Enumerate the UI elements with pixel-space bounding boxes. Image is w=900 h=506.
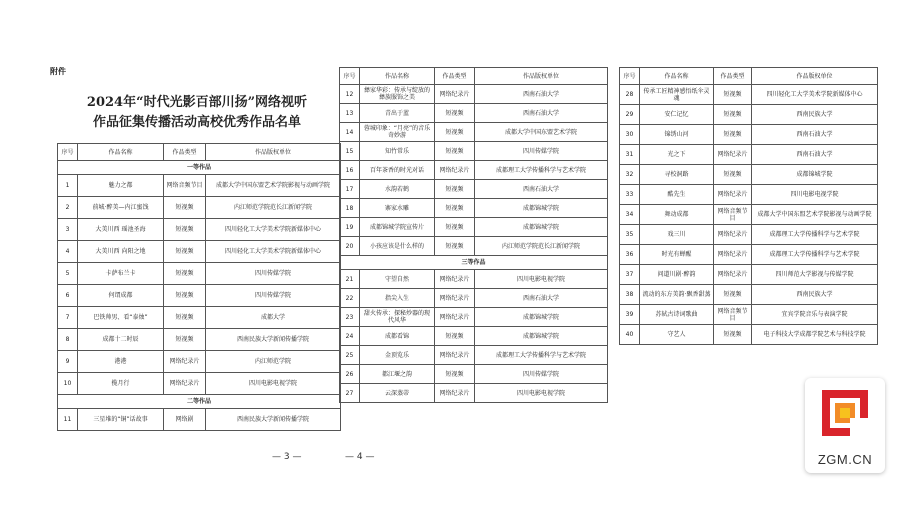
cell-type: 短视频 <box>435 199 475 218</box>
cell-name: 甜火传承：探秘炒器的现代风华 <box>360 308 435 327</box>
section-heading-row <box>58 395 341 409</box>
cell-no: 11 <box>58 409 78 431</box>
table-row <box>340 199 608 218</box>
table-row <box>58 285 341 307</box>
cell-no: 4 <box>58 241 78 263</box>
cell-name: 揽月行 <box>78 373 164 395</box>
cell-unit: 内江师范学院范长江新闻学院 <box>475 237 608 256</box>
column-header: 作品类型 <box>714 68 752 85</box>
cell-name: 传承工匠精神感悟纸伞灵魂 <box>640 85 714 105</box>
table-row <box>58 175 341 197</box>
cell-name: 流动的东方美韵·飘香甜蒸 <box>640 285 714 305</box>
cell-unit: 四川电影电视学院 <box>752 185 878 205</box>
cell-no: 13 <box>340 104 360 123</box>
cell-type: 网络纪录片 <box>164 373 206 395</box>
cell-type: 网络纪录片 <box>164 351 206 373</box>
cell-unit: 四川传媒学院 <box>475 142 608 161</box>
section-heading: 二等作品 <box>58 395 341 409</box>
cell-no: 19 <box>340 218 360 237</box>
cell-type: 短视频 <box>435 218 475 237</box>
table-row <box>620 245 878 265</box>
cell-name: 锦绣山河 <box>640 125 714 145</box>
cell-no: 30 <box>620 125 640 145</box>
cell-no: 36 <box>620 245 640 265</box>
cell-unit: 四川传媒学院 <box>206 263 341 285</box>
cell-no: 23 <box>340 308 360 327</box>
cell-no: 21 <box>340 270 360 289</box>
cell-unit: 西南石油大学 <box>752 145 878 165</box>
cell-no: 2 <box>58 197 78 219</box>
cell-unit: 四川轻化工大学美术学院新媒体中心 <box>206 241 341 263</box>
cell-unit: 内江师范学院 <box>206 351 341 373</box>
cell-name: 云深蒸蒂 <box>360 384 435 403</box>
table-row <box>340 327 608 346</box>
table-row <box>620 265 878 285</box>
cell-no: 17 <box>340 180 360 199</box>
cell-no: 6 <box>58 285 78 307</box>
cell-unit: 西南民族大学 <box>752 285 878 305</box>
cell-name: 苏轼古诗词歌曲 <box>640 305 714 325</box>
cell-name: 卡萨布兰卡 <box>78 263 164 285</box>
cell-type: 网络音频节目 <box>164 175 206 197</box>
cell-unit: 成都理工大学传播科学与艺术学院 <box>752 245 878 265</box>
cell-type: 网络纪录片 <box>435 161 475 180</box>
table-row <box>340 104 608 123</box>
table-row <box>340 161 608 180</box>
cell-name: 水韵若鹤 <box>360 180 435 199</box>
cell-name: 安仁记忆 <box>640 105 714 125</box>
cell-type: 网络纪录片 <box>714 265 752 285</box>
cell-unit: 成都理工大学传播科学与艺术学院 <box>475 161 608 180</box>
cell-unit: 四川传媒学院 <box>475 365 608 384</box>
cell-unit: 成都大学 <box>206 307 341 329</box>
cell-unit: 四川传媒学院 <box>206 285 341 307</box>
table-row <box>340 289 608 308</box>
cell-type: 网络纪录片 <box>714 225 752 245</box>
cell-name: 魅力之都 <box>78 175 164 197</box>
cell-type: 网络纪录片 <box>714 145 752 165</box>
cell-name: 百年茶香的时光对话 <box>360 161 435 180</box>
column-header: 作品类型 <box>164 144 206 161</box>
table-row <box>620 85 878 105</box>
cell-unit: 西南石油大学 <box>475 289 608 308</box>
cell-type: 短视频 <box>435 237 475 256</box>
cell-name: 巴铁帅男、看“泰烛” <box>78 307 164 329</box>
cell-no: 29 <box>620 105 640 125</box>
cell-type: 短视频 <box>164 285 206 307</box>
cell-unit: 西南石油大学 <box>475 85 608 104</box>
cell-name: 守望自然 <box>360 270 435 289</box>
cell-name: 何谓成都 <box>78 285 164 307</box>
awards-table-middle <box>339 67 608 403</box>
cell-type: 短视频 <box>714 285 752 305</box>
cell-unit: 西南民族大学 <box>752 105 878 125</box>
column-header: 作品版权单位 <box>752 68 878 85</box>
table-row <box>58 263 341 285</box>
column-header: 作品类型 <box>435 68 475 85</box>
cell-no: 9 <box>58 351 78 373</box>
cell-name: 前城·醉美—内江蜜饯 <box>78 197 164 219</box>
cell-no: 15 <box>340 142 360 161</box>
column-header: 序号 <box>58 144 78 161</box>
cell-unit: 四川电影电视学院 <box>475 384 608 403</box>
attachment-label: 附件 <box>50 67 66 76</box>
column-header: 作品名称 <box>360 68 435 85</box>
cell-no: 27 <box>340 384 360 403</box>
cell-unit: 成都锦城学院 <box>752 165 878 185</box>
cell-name: 守艺人 <box>640 325 714 345</box>
cell-no: 10 <box>58 373 78 395</box>
cell-name: 酷先生 <box>640 185 714 205</box>
cell-unit: 四川轻化工大学美术学院新媒体中心 <box>752 85 878 105</box>
table-row <box>58 219 341 241</box>
cell-type: 短视频 <box>164 219 206 241</box>
cell-type: 短视频 <box>714 105 752 125</box>
column-header: 作品版权单位 <box>475 68 608 85</box>
cell-type: 网络纪录片 <box>435 308 475 327</box>
table-row <box>340 85 608 104</box>
table-row <box>620 285 878 305</box>
cell-no: 25 <box>340 346 360 365</box>
column-header: 作品名称 <box>640 68 714 85</box>
cell-name: 舞动成都 <box>640 205 714 225</box>
cell-type: 网络纪录片 <box>714 185 752 205</box>
column-header: 序号 <box>340 68 360 85</box>
cell-no: 16 <box>340 161 360 180</box>
section-heading: 三等作品 <box>340 256 608 270</box>
page-title-line1: 2024年“时代光影百部川扬”网络视听 <box>86 95 308 110</box>
table-row <box>58 307 341 329</box>
cell-name: 寻校洞路 <box>640 165 714 185</box>
table-row <box>340 365 608 384</box>
column-header: 作品名称 <box>78 144 164 161</box>
cell-name: 蓉城印象：“月亮”的音乐奇妙游 <box>360 123 435 142</box>
cell-no: 33 <box>620 185 640 205</box>
table-row <box>620 105 878 125</box>
cell-unit: 西南民族大学新闻传播学院 <box>206 409 341 431</box>
table-row <box>620 225 878 245</box>
cell-unit: 成都锦城学院 <box>475 308 608 327</box>
table-row <box>620 125 878 145</box>
page-title-line2: 作品征集传播活动高校优秀作品名单 <box>92 115 301 130</box>
logo-text: ZGM.CN <box>817 452 873 467</box>
table-header-row <box>340 68 608 85</box>
cell-no: 3 <box>58 219 78 241</box>
cell-name: 彝家华彩：传承与绽放的彝族服饰之美 <box>360 85 435 104</box>
cell-no: 38 <box>620 285 640 305</box>
cell-type: 短视频 <box>714 325 752 345</box>
cell-unit: 四川电影电视学院 <box>206 373 341 395</box>
cell-no: 24 <box>340 327 360 346</box>
cell-name: 小孩应该是什么样的 <box>360 237 435 256</box>
section-heading-row <box>340 256 608 270</box>
cell-unit: 成都大学中国东盟艺术学院 <box>475 123 608 142</box>
cell-name: 戏三川 <box>640 225 714 245</box>
table-row <box>620 205 878 225</box>
table-row <box>340 180 608 199</box>
table-row <box>340 237 608 256</box>
cell-name: 问道川剧·醉韵 <box>640 265 714 285</box>
cell-no: 40 <box>620 325 640 345</box>
cell-type: 网络纪录片 <box>435 289 475 308</box>
cell-no: 35 <box>620 225 640 245</box>
table-row <box>620 145 878 165</box>
cell-name: 知竹常乐 <box>360 142 435 161</box>
cell-unit: 四川师范大学影视与传媒学院 <box>752 265 878 285</box>
cell-no: 37 <box>620 265 640 285</box>
table-row <box>58 351 341 373</box>
cell-type: 短视频 <box>714 165 752 185</box>
cell-unit: 西南民族大学新闻传播学院 <box>206 329 341 351</box>
table-row <box>340 308 608 327</box>
table-header-row <box>58 144 341 161</box>
section-heading-row <box>58 161 341 175</box>
table-row <box>340 270 608 289</box>
awards-table-right <box>619 67 878 345</box>
table-row <box>340 142 608 161</box>
cell-unit: 成都大学中国东盟艺术学院影视与动画学院 <box>206 175 341 197</box>
cell-type: 网络剧 <box>164 409 206 431</box>
table-row <box>58 241 341 263</box>
cell-no: 12 <box>340 85 360 104</box>
column-header: 序号 <box>620 68 640 85</box>
cell-type: 短视频 <box>435 142 475 161</box>
table-row <box>340 384 608 403</box>
cell-type: 网络纪录片 <box>435 384 475 403</box>
table-row <box>620 185 878 205</box>
table-row <box>620 165 878 185</box>
cell-name: 成都看锦 <box>360 327 435 346</box>
table-row <box>620 305 878 325</box>
cell-type: 网络音频节目 <box>714 205 752 225</box>
column-header: 作品版权单位 <box>206 144 341 161</box>
cell-type: 短视频 <box>435 327 475 346</box>
cell-type: 短视频 <box>164 263 206 285</box>
cell-unit: 西南石油大学 <box>475 180 608 199</box>
cell-name: 大美川西 向阳之地 <box>78 241 164 263</box>
cell-name: 港港 <box>78 351 164 373</box>
table-row <box>620 325 878 345</box>
section-heading: 一等作品 <box>58 161 341 175</box>
cell-unit: 四川电影电视学院 <box>475 270 608 289</box>
cell-name: 成都十二时辰 <box>78 329 164 351</box>
cell-name: 青出于蓝 <box>360 104 435 123</box>
cell-no: 20 <box>340 237 360 256</box>
cell-name: 都江堰之韵 <box>360 365 435 384</box>
cell-unit: 成都理工大学传播科学与艺术学院 <box>475 346 608 365</box>
cell-unit: 成都理工大学传播科学与艺术学院 <box>752 225 878 245</box>
cell-type: 短视频 <box>164 307 206 329</box>
cell-no: 5 <box>58 263 78 285</box>
cell-unit: 成都锦城学院 <box>475 218 608 237</box>
cell-unit: 四川轻化工大学美术学院新媒体中心 <box>206 219 341 241</box>
cell-no: 34 <box>620 205 640 225</box>
table-row <box>58 329 341 351</box>
cell-type: 短视频 <box>164 329 206 351</box>
zgm-logo-icon <box>822 390 868 436</box>
cell-no: 1 <box>58 175 78 197</box>
cell-name: 成都锦城学院宣传片 <box>360 218 435 237</box>
table-row <box>340 218 608 237</box>
cell-unit: 西南石油大学 <box>475 104 608 123</box>
cell-no: 39 <box>620 305 640 325</box>
cell-type: 短视频 <box>435 104 475 123</box>
cell-type: 短视频 <box>164 197 206 219</box>
page-number-4: — 4 — <box>345 452 375 462</box>
cell-name: 寨家水雕 <box>360 199 435 218</box>
cell-unit: 宜宾学院音乐与表演学院 <box>752 305 878 325</box>
cell-name: 光之下 <box>640 145 714 165</box>
cell-unit: 内江师范学院范长江新闻学院 <box>206 197 341 219</box>
cell-type: 网络纪录片 <box>714 245 752 265</box>
cell-unit: 成都锦城学院 <box>475 327 608 346</box>
cell-type: 短视频 <box>435 123 475 142</box>
page-number-3: — 3 — <box>272 452 302 462</box>
cell-name: 大美川西 瑶池圣海 <box>78 219 164 241</box>
table-row <box>58 409 341 431</box>
cell-name: 三星堆的“铜”话故事 <box>78 409 164 431</box>
cell-no: 8 <box>58 329 78 351</box>
awards-table-left <box>57 143 341 431</box>
cell-unit: 成都大学中国东盟艺术学院影视与动画学院 <box>752 205 878 225</box>
cell-no: 26 <box>340 365 360 384</box>
table-row <box>58 373 341 395</box>
cell-type: 网络纪录片 <box>435 270 475 289</box>
cell-no: 14 <box>340 123 360 142</box>
table-header-row <box>620 68 878 85</box>
cell-type: 短视频 <box>714 85 752 105</box>
cell-type: 网络纪录片 <box>435 85 475 104</box>
table-row <box>58 197 341 219</box>
cell-type: 短视频 <box>435 180 475 199</box>
cell-no: 7 <box>58 307 78 329</box>
cell-type: 短视频 <box>714 125 752 145</box>
cell-no: 32 <box>620 165 640 185</box>
cell-name: 指尖入生 <box>360 289 435 308</box>
table-row <box>340 123 608 142</box>
table-row <box>340 346 608 365</box>
cell-type: 短视频 <box>435 365 475 384</box>
cell-no: 31 <box>620 145 640 165</box>
cell-name: 金顶览乐 <box>360 346 435 365</box>
cell-name: 时光有蝉醒 <box>640 245 714 265</box>
cell-unit: 西南石油大学 <box>752 125 878 145</box>
cell-no: 28 <box>620 85 640 105</box>
cell-type: 网络音频节目 <box>714 305 752 325</box>
cell-unit: 电子科技大学成都学院艺术与科技学院 <box>752 325 878 345</box>
cell-unit: 成都锦城学院 <box>475 199 608 218</box>
watermark-logo <box>805 378 885 473</box>
cell-type: 短视频 <box>164 241 206 263</box>
cell-type: 网络纪录片 <box>435 346 475 365</box>
cell-no: 22 <box>340 289 360 308</box>
cell-no: 18 <box>340 199 360 218</box>
